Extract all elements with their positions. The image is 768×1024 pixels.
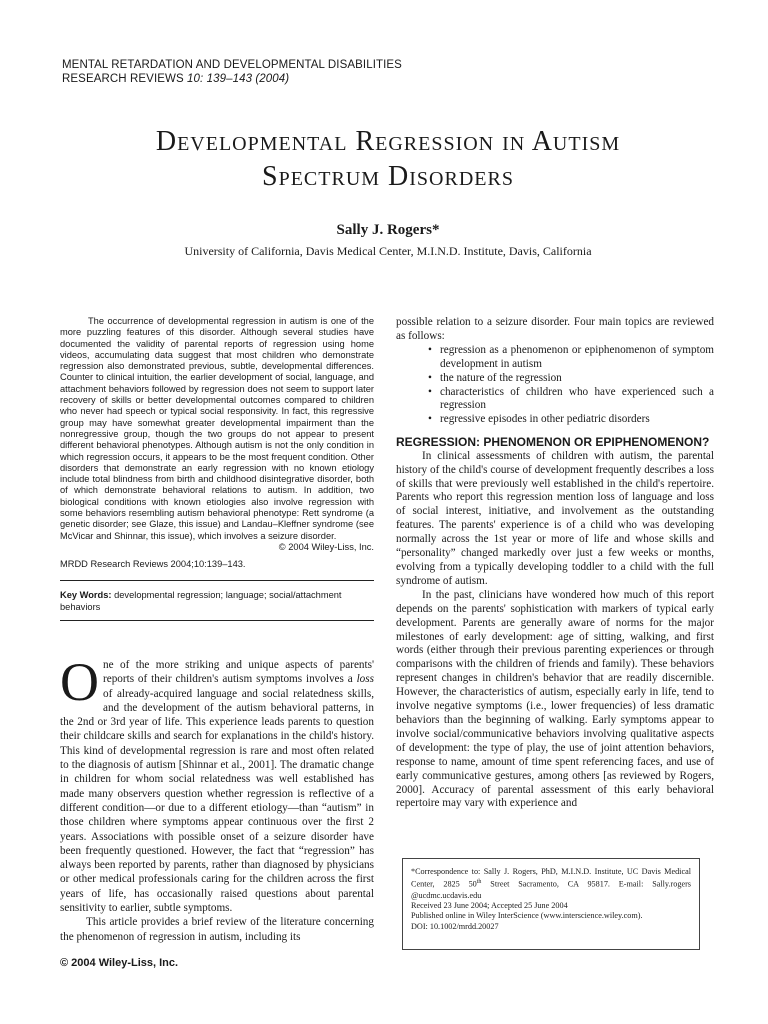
correspondence-box: [402, 858, 700, 950]
intro-text-a: ne of the more striking and unique aspects of parents' reports of their children's autism symptoms involves a: [103, 659, 374, 686]
topics-list: [428, 344, 714, 427]
list-item: • characteristics of children who have experienced such a regression: [428, 386, 714, 414]
divider-bottom: [60, 620, 374, 621]
footer-copyright: © 2004 Wiley-Liss, Inc.: [60, 957, 179, 969]
divider-top: [60, 580, 374, 581]
list-item: • regression as a phenomenon or epiphenomenon of symptom development in autism: [428, 344, 714, 372]
drop-cap: O: [60, 652, 99, 712]
correspondence-text-b: Street Sacramento, CA 95817. E-mail: Sally.rogers @ucdmc.ucdavis.edu: [411, 880, 691, 900]
body-paragraph: In clinical assessments of children with autism, the parental history of the child's course of development frequently describes a loss of skills that were previously well established in the child's repertoire. Parents who report this regression mention loss of language and loss of social interest, initiative, and involvement as the outstanding features. The parents' experience is of a child who was developing normally across the 1st year or more of life and whose skills and “personality” changed markedly over just a few weeks or months, evolving from a typically developing toddler to a child with the full syndrome of autism.: [396, 449, 714, 587]
intro-emphasis: loss: [356, 673, 374, 686]
doi: DOI: 10.1002/mrdd.20027: [411, 921, 499, 931]
keywords-label: Key Words:: [60, 590, 112, 600]
body-column-left: [60, 652, 374, 944]
list-item: • regressive episodes in other pediatric disorders: [428, 413, 714, 427]
title-line-2: Spectrum Disorders: [262, 161, 514, 192]
article-title: [60, 124, 716, 194]
journal-series-line: [62, 72, 402, 86]
correspondence-text-a: *Correspondence to: Sally J. Rogers, PhD, M.I.N.D. Institute, UC Davis Medical Center, 2825 50: [411, 867, 691, 890]
received-date: Received 23 June 2004; Accepted 25 June 2004: [411, 900, 568, 910]
abstract: [60, 316, 374, 571]
list-item: • the nature of the regression: [428, 372, 714, 386]
journal-header: [62, 58, 402, 86]
abstract-citation: MRDD Research Reviews 2004;10:139–143.: [60, 559, 246, 570]
correspondence-superscript: th: [476, 879, 482, 886]
correspondence-address: [411, 867, 691, 901]
published-online: Published online in Wiley InterScience (www.interscience.wiley.com).: [411, 911, 643, 921]
journal-volume: 10: 139–143 (2004): [187, 73, 290, 85]
abstract-copyright: © 2004 Wiley-Liss, Inc.: [278, 541, 374, 552]
keywords-text: developmental regression; language; social/attachment behaviors: [60, 590, 342, 612]
body-paragraph: This article provides a brief review of the literature concerning the phenomenon of regression in autism, including its: [60, 916, 374, 943]
topics-intro: possible relation to a seizure disorder. Four main topics are reviewed as follows:: [396, 316, 714, 342]
body-paragraph: In the past, clinicians have wondered how much of this report depends on the parents' sophistication with markers of typical early development. Parents are generally aware of norms for the major milestones of early development: age of sitting, walking, and first words (either through their previous parenting experiences or through comparisons with the children of friends and family). These behaviors represent changes in children's behavior that are readily discernible. However, the characteristics of autism, especially early in life, tend to involve negative symptoms (i.e., lower frequencies) of less dramatic behaviors than the beginning of walking. Early symptoms appear to involve social/communicative behaviors involving qualitative aspects of development: the type of play, the use of joint attention behaviors, response to name, amount of time spent referencing faces, and use of early communicative gestures, among others [as reviewed by Rogers, 2000]. Accuracy of parental assessment of this early behavioral repertoire may vary with experience and: [396, 588, 714, 810]
section-heading: REGRESSION: PHENOMENON OR EPIPHENOMENON?: [396, 435, 710, 450]
intro-paragraph: [60, 652, 374, 915]
title-line-1: Developmental Regression in Autism: [155, 126, 621, 157]
journal-name: MENTAL RETARDATION AND DEVELOPMENTAL DISABILITIES: [62, 59, 402, 71]
body-column-right: [396, 316, 714, 811]
abstract-text: The occurrence of developmental regression in autism is one of the more puzzling features of this disorder. Although several studies have documented the validity of parental reports of regression using home videos, accumulating data suggest that most children who demonstrate regression also demonstrated previous, subtle, developmental differences. Counter to clinical intuition, the earlier development of social, language, and attachment behaviors followed by regression does not seem to support later recovery of skills or better developmental outcomes compared to children who never had speech or typical social responsivity. In fact, this regressive group may have somewhat greater developmental impairment than the nonregressive group, though the two groups do not appear to present different behavioral phenotypes. Although autism is not the only condition in which regression occurs, it appears to be the most frequent condition. Other disorders that demonstrate an early regression with no known etiology include total blindness from birth and childhood disintegrative disorder, both of which demonstrate behavioral relations to autism. In addition, two biological conditions with known etiologies also involve regression with some behaviors resembling autism behavioral phenotype: Rett syndrome (a genetic disorder; see Glaze, this issue) and Landau–Kleffner syndrome (see McVicar and Shinnar, this issue), which involves a seizure disorder.: [60, 316, 374, 541]
author-name: Sally J. Rogers*: [336, 222, 440, 238]
intro-text-b: of already-acquired language and social relatedness skills, and the development of the autism behavioral patterns, in the 2nd or 3rd year of life. This experience leads parents to question their childcare skills and search for explanations in the child's history. This kind of developmental regression is rare and most often related to the diagnosis of autism [Shinnar et al., 2001]. The dramatic change in children for whom social relatedness was well established has made many observers question whether regression is reflective of a different condition—or due to a different etiology—than “autism” in those children where symptoms appear continuous over the first 2 years. Associations with possible onset of a seizure disorder have been frequently questioned. However, the fact that “regression” has always been reported by parents, rather than diagnosed by physicians or other medical professionals caring for the children across the first years of life, has occasionally raised questions about parental sensitivity to earlier, subtle symptoms.: [60, 687, 374, 915]
author-affiliation: University of California, Davis Medical Center, M.I.N.D. Institute, Davis, California: [184, 244, 592, 258]
keywords: [60, 590, 374, 613]
journal-series: RESEARCH REVIEWS: [62, 73, 184, 85]
